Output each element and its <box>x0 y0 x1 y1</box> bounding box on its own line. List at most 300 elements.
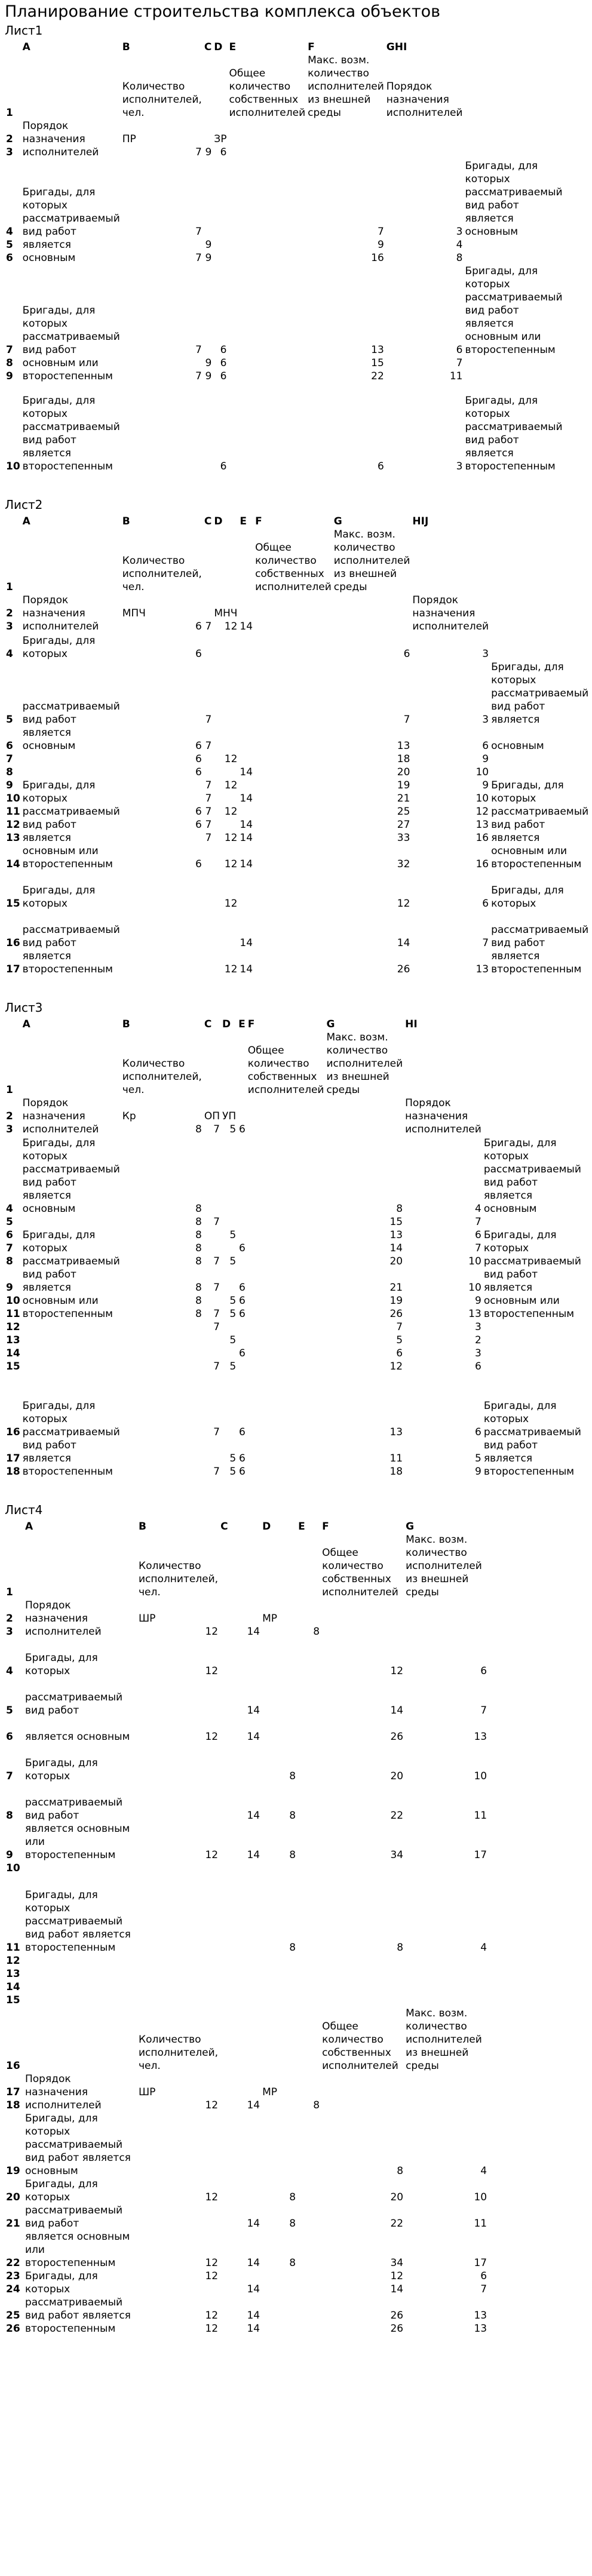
cell-value: 13 <box>389 1229 403 1241</box>
cell-value: 12 <box>224 779 238 791</box>
cell-value: 6 <box>195 819 202 831</box>
cell-value: 7 <box>213 1255 220 1267</box>
cell-text: Количество исполнителей, чел. <box>122 81 202 119</box>
cell-value: 6 <box>238 1453 246 1464</box>
column-letter: GHI <box>386 41 407 53</box>
cell-text: рассматриваемый <box>483 1255 581 1267</box>
cell-text <box>590 528 592 594</box>
cell-text <box>247 1229 326 1242</box>
cell-text: второстепенным <box>483 1466 575 1478</box>
cell-value: 7 <box>456 357 463 369</box>
cell-text <box>321 2073 404 2099</box>
cell-text <box>221 1242 237 1255</box>
row-number: 8 <box>6 766 13 778</box>
cell-text <box>254 766 333 779</box>
row-number: 25 <box>6 2310 20 2322</box>
table-row <box>5 119 566 146</box>
cell-text <box>404 2099 488 2112</box>
row-number: 5 <box>6 714 13 726</box>
cell-value: 5 <box>229 1361 237 1373</box>
column-letter <box>483 1015 582 1031</box>
cell-text <box>297 1954 321 1967</box>
table-row <box>5 2230 488 2270</box>
cell-value: 16 <box>476 832 489 844</box>
cell-text <box>121 383 203 473</box>
table-row <box>5 1533 488 1599</box>
cell-text <box>228 357 306 370</box>
cell-value: 34 <box>390 1849 404 1861</box>
cell-text <box>306 119 385 146</box>
cell-text: Общее количество собственных исполнителей <box>322 2021 398 2072</box>
cell-text <box>238 633 254 661</box>
cell-value: 13 <box>389 1426 403 1438</box>
cell-value: 14 <box>240 766 253 778</box>
sheet-table <box>5 1015 582 1478</box>
cell-text <box>203 159 213 238</box>
cell-text: Бригады, для которых рассматриваемый вид работ является основным или второстепенным <box>465 265 563 356</box>
cell-text <box>137 2283 219 2296</box>
cell-value: 12 <box>205 2099 219 2111</box>
table-row <box>5 383 566 473</box>
cell-text <box>297 1599 321 1625</box>
cell-text: Порядок назначения <box>25 1599 88 1625</box>
cell-text: Количество исполнителей, чел. <box>122 555 202 593</box>
cell-text <box>228 159 306 238</box>
table-row <box>5 1136 582 1215</box>
cell-value: 11 <box>389 1453 403 1464</box>
cell-text <box>219 1533 261 1599</box>
cell-value: 7 <box>480 1705 487 1717</box>
cell-value: 22 <box>390 1810 404 1822</box>
cell-text: рассматриваемый вид работ является <box>25 2296 131 2322</box>
cell-text <box>121 238 203 251</box>
column-header-row <box>5 512 592 528</box>
cell-text: ОП <box>204 1110 220 1122</box>
cell-value: 6 <box>195 753 202 765</box>
cell-text <box>121 1360 203 1373</box>
cell-text <box>238 779 254 792</box>
cell-text <box>404 1981 488 1994</box>
table-row <box>5 1465 582 1478</box>
cell-text <box>137 1994 219 2007</box>
column-letter: A <box>22 515 30 527</box>
table-row <box>5 950 592 976</box>
column-letter: B <box>122 41 130 53</box>
cell-text: рассматриваемый вид работ <box>25 2205 123 2230</box>
table-row <box>5 1981 488 1994</box>
cell-value: 13 <box>474 2310 487 2322</box>
cell-value: 10 <box>476 793 489 805</box>
cell-text: исполнителей <box>25 2099 102 2111</box>
cell-text <box>137 1678 219 1717</box>
cell-value: 12 <box>224 621 238 633</box>
cell-text <box>464 370 563 383</box>
cell-text: Макс. возм. количество исполнителей из внешней среды <box>406 1534 482 1598</box>
cell-text: рассматриваемый <box>491 806 589 818</box>
cell-text: исполнителей <box>22 1123 99 1135</box>
cell-text <box>137 2112 219 2178</box>
row-number: 8 <box>6 1255 13 1267</box>
column-letter: C <box>220 1521 228 1533</box>
cell-value: 14 <box>240 858 253 870</box>
cell-text: Бригады, для <box>25 2270 98 2282</box>
cell-text: Бригады, для <box>22 779 96 791</box>
cell-value: 12 <box>205 2257 219 2269</box>
cell-value: 3 <box>482 648 489 660</box>
cell-text <box>247 1334 326 1347</box>
sheet-title: Лист1 <box>5 23 43 38</box>
cell-text: Общее количество собственных исполнителей <box>255 542 332 593</box>
cell-text: является <box>22 239 71 251</box>
column-letter: F <box>322 1521 329 1533</box>
row-number: 11 <box>6 1942 20 1954</box>
cell-value: 14 <box>389 1242 403 1254</box>
cell-text <box>411 528 490 594</box>
cell-value: 12 <box>389 1361 403 1373</box>
table-row <box>5 661 592 726</box>
cell-text <box>321 1981 404 1994</box>
cell-text <box>221 1347 237 1360</box>
row-number: 12 <box>6 1321 20 1333</box>
cell-text: которых <box>25 2283 70 2295</box>
cell-text: Порядок назначения <box>25 2073 88 2098</box>
table-row <box>5 1334 582 1347</box>
cell-text: является <box>22 832 71 844</box>
cell-value: 6 <box>396 1347 403 1359</box>
cell-text <box>483 1215 582 1229</box>
table-row <box>5 1373 582 1439</box>
cell-text: МПЧ <box>122 607 146 619</box>
cell-text: Порядок назначения <box>405 1097 468 1122</box>
cell-text <box>213 910 238 950</box>
cell-value: 7 <box>480 2283 487 2295</box>
cell-text: основным <box>22 252 76 264</box>
table-row <box>5 1439 582 1465</box>
cell-text <box>261 2296 297 2322</box>
cell-text <box>297 2007 321 2073</box>
sheet-4 <box>5 1502 501 2335</box>
cell-text <box>404 1994 488 2007</box>
cell-value: 7 <box>403 714 410 726</box>
cell-text <box>221 1268 237 1294</box>
cell-value: 8 <box>195 1295 202 1307</box>
cell-value: 6 <box>220 460 227 472</box>
cell-value: 21 <box>397 793 410 805</box>
cell-value: 32 <box>397 858 410 870</box>
column-letter: B <box>139 1521 146 1533</box>
cell-value: 9 <box>205 370 212 382</box>
cell-text <box>564 383 566 473</box>
cell-value: 8 <box>289 1942 296 1954</box>
cell-text <box>213 159 228 238</box>
row-number: 16 <box>6 2060 20 2072</box>
table-row <box>5 871 592 910</box>
cell-text <box>22 766 121 779</box>
row-number: 17 <box>6 2086 20 2098</box>
table-row <box>5 1360 582 1373</box>
cell-text <box>261 1678 297 1717</box>
column-letter <box>590 512 592 528</box>
cell-text <box>228 265 306 357</box>
row-number: 10 <box>6 1862 20 1874</box>
row-number: 1 <box>6 107 13 119</box>
cell-value: 6 <box>480 1665 487 1677</box>
cell-value: 10 <box>474 2191 487 2203</box>
column-letter: HIJ <box>412 515 429 527</box>
cell-text <box>254 792 333 805</box>
cell-value: 6 <box>474 1361 481 1373</box>
cell-text <box>237 1031 247 1097</box>
cell-text: является основным или второстепенным <box>25 2231 130 2269</box>
cell-text <box>203 54 213 119</box>
cell-text: Общее количество собственных исполнителей <box>247 1045 324 1096</box>
row-number: 13 <box>6 832 20 844</box>
cell-text <box>203 1031 221 1097</box>
cell-text <box>247 1242 326 1255</box>
cell-text <box>121 661 203 726</box>
cell-value: 6 <box>482 740 489 752</box>
cell-value: 12 <box>205 2270 219 2282</box>
table-row <box>5 594 592 620</box>
cell-value: 6 <box>377 460 384 472</box>
row-number: 7 <box>6 753 13 765</box>
cell-text <box>137 1743 219 1783</box>
cell-text: Бригады, для которых <box>25 2178 98 2203</box>
cell-text: является второстепенным <box>491 950 582 975</box>
table-row <box>5 792 592 805</box>
cell-text <box>203 1229 221 1242</box>
cell-value: 13 <box>476 819 489 831</box>
cell-value: 8 <box>195 1255 202 1267</box>
cell-text <box>490 633 590 661</box>
row-number: 13 <box>6 1334 20 1346</box>
table-row <box>5 370 566 383</box>
table-row <box>5 528 592 594</box>
cell-text: Макс. возм. количество исполнителей из внешней среды <box>406 2007 482 2072</box>
cell-value: 14 <box>247 2218 260 2230</box>
cell-value: 9 <box>482 779 489 791</box>
cell-text <box>24 1954 137 1967</box>
cell-text <box>22 1360 121 1373</box>
cell-value: 8 <box>313 1626 320 1638</box>
cell-value: 22 <box>390 2218 404 2230</box>
column-letter: E <box>238 1018 246 1030</box>
cell-text <box>483 1360 582 1373</box>
cell-text <box>483 1097 582 1123</box>
row-number: 4 <box>6 1665 13 1677</box>
cell-text: Порядок назначения <box>412 594 476 619</box>
row-number: 9 <box>6 1849 13 1861</box>
cell-text: рассматриваемый вид работ <box>25 1797 123 1822</box>
sheet-title: Лист2 <box>5 498 43 512</box>
cell-text: вид работ является <box>483 1269 538 1294</box>
cell-text <box>203 766 213 779</box>
cell-text <box>219 1638 261 1678</box>
cell-value: 5 <box>474 1453 481 1464</box>
cell-text <box>213 726 238 753</box>
cell-text <box>483 1031 582 1097</box>
sheet-title: Лист3 <box>5 1000 43 1015</box>
cell-text <box>203 1439 221 1465</box>
table-row <box>5 1678 488 1717</box>
cell-text <box>564 54 566 119</box>
cell-text <box>203 1242 221 1255</box>
column-letter: E <box>229 41 237 53</box>
cell-text <box>590 766 592 779</box>
cell-text: Бригады, для которых рассматриваемый <box>22 1400 120 1438</box>
cell-text: Макс. возм. количество исполнителей из внешней среды <box>333 529 410 593</box>
cell-text: второстепенным <box>22 1308 113 1320</box>
cell-text: Бригады, для которых рассматриваемый вид работ является основным <box>22 1137 120 1215</box>
cell-text <box>261 1717 297 1743</box>
cell-text <box>213 633 238 661</box>
cell-text <box>213 818 238 831</box>
cell-text <box>219 1967 261 1981</box>
cell-text <box>203 1136 221 1215</box>
cell-text <box>121 1439 203 1465</box>
cell-text: является <box>491 832 540 844</box>
cell-text <box>24 2007 137 2073</box>
cell-text <box>261 2007 297 2073</box>
cell-value: 14 <box>247 2283 260 2295</box>
cell-text <box>121 1321 203 1334</box>
cell-text <box>221 1215 237 1229</box>
cell-text: исполнителей <box>405 1123 481 1135</box>
cell-text <box>297 1533 321 1599</box>
cell-text <box>219 1862 261 1875</box>
cell-text <box>121 831 203 845</box>
cell-text: второстепенным <box>25 2323 116 2335</box>
cell-value: 6 <box>195 858 202 870</box>
document-page <box>5 1 589 2335</box>
cell-value: 12 <box>205 2323 219 2335</box>
cell-value: 12 <box>224 858 238 870</box>
row-number: 23 <box>6 2270 20 2282</box>
cell-value: 14 <box>247 1626 260 1638</box>
cell-value: 7 <box>195 146 202 158</box>
row-number: 17 <box>6 1453 20 1464</box>
cell-text <box>22 1334 121 1347</box>
cell-text <box>321 1862 404 1875</box>
cell-text <box>247 1347 326 1360</box>
cell-value: 7 <box>213 1426 220 1438</box>
cell-text <box>237 1136 247 1215</box>
cell-text <box>221 1031 237 1097</box>
cell-value: 7 <box>213 1321 220 1333</box>
cell-value: 8 <box>289 1770 296 1782</box>
cell-value: 18 <box>389 1466 403 1478</box>
table-row <box>5 2283 488 2296</box>
cell-text <box>590 661 592 726</box>
row-number: 5 <box>6 239 13 251</box>
cell-text <box>228 119 306 146</box>
cell-value: 8 <box>289 1849 296 1861</box>
row-number: 26 <box>6 2323 20 2335</box>
cell-text <box>247 1373 326 1439</box>
cell-value: 13 <box>371 344 384 356</box>
table-row <box>5 54 566 119</box>
cell-text <box>564 370 566 383</box>
row-number: 4 <box>6 1203 13 1215</box>
row-number: 15 <box>6 898 20 910</box>
table-row <box>5 1994 488 2007</box>
row-number: 5 <box>6 1216 13 1228</box>
row-number: 7 <box>6 1770 13 1782</box>
cell-text <box>228 383 306 473</box>
cell-value: 25 <box>397 806 410 818</box>
column-letter: C <box>204 41 212 53</box>
cell-value: 14 <box>247 2257 260 2269</box>
table-row <box>5 1097 582 1123</box>
table-row <box>5 779 592 792</box>
cell-value: 14 <box>397 937 410 949</box>
cell-text <box>219 2270 261 2283</box>
cell-text <box>321 1599 404 1625</box>
cell-text <box>247 1439 326 1465</box>
cell-text: основным или <box>483 1295 560 1307</box>
sheet-1 <box>5 23 563 473</box>
cell-text <box>213 661 238 726</box>
row-number <box>5 512 22 528</box>
column-letter: C <box>204 515 212 527</box>
cell-value: 17 <box>474 2257 487 2269</box>
cell-text <box>203 633 213 661</box>
cell-text <box>297 1967 321 1981</box>
cell-value: 9 <box>205 357 212 369</box>
row-number: 2 <box>6 1110 13 1122</box>
cell-value: 8 <box>195 1308 202 1320</box>
row-number: 3 <box>6 621 13 633</box>
cell-text <box>121 910 203 950</box>
cell-value: 4 <box>480 2165 487 2177</box>
cell-text <box>254 818 333 831</box>
cell-text <box>564 357 566 370</box>
cell-text <box>261 2270 297 2283</box>
cell-value: 7 <box>205 740 212 752</box>
cell-text <box>221 1373 237 1439</box>
cell-text <box>237 1215 247 1229</box>
cell-value: 11 <box>449 370 463 382</box>
cell-text <box>121 357 203 370</box>
cell-value: 6 <box>238 1123 246 1135</box>
cell-text <box>254 726 333 753</box>
cell-text: Бригады, для которых <box>22 885 96 910</box>
cell-text <box>203 265 213 357</box>
cell-text <box>22 54 121 119</box>
cell-text: ЗР <box>214 133 227 145</box>
cell-value: 14 <box>240 937 253 949</box>
cell-value: 20 <box>397 766 410 778</box>
cell-value: 9 <box>474 1466 481 1478</box>
cell-value: 20 <box>390 2191 404 2203</box>
cell-text <box>24 1533 137 1599</box>
cell-text <box>564 265 566 357</box>
cell-text <box>261 1967 297 1981</box>
cell-text: Бригады, для которых рассматриваемый вид работ является <box>491 661 589 726</box>
cell-text <box>464 238 563 251</box>
cell-value: 9 <box>205 252 212 264</box>
cell-text: основным или второстепенным <box>491 845 582 870</box>
cell-value: 6 <box>474 1229 481 1241</box>
cell-value: 6 <box>220 370 227 382</box>
table-row <box>5 159 566 238</box>
cell-text <box>483 1347 582 1360</box>
table-row <box>5 753 592 766</box>
cell-value: 8 <box>289 2191 296 2203</box>
table-row <box>5 726 592 753</box>
cell-text <box>385 146 464 159</box>
cell-value: 14 <box>390 2283 404 2295</box>
